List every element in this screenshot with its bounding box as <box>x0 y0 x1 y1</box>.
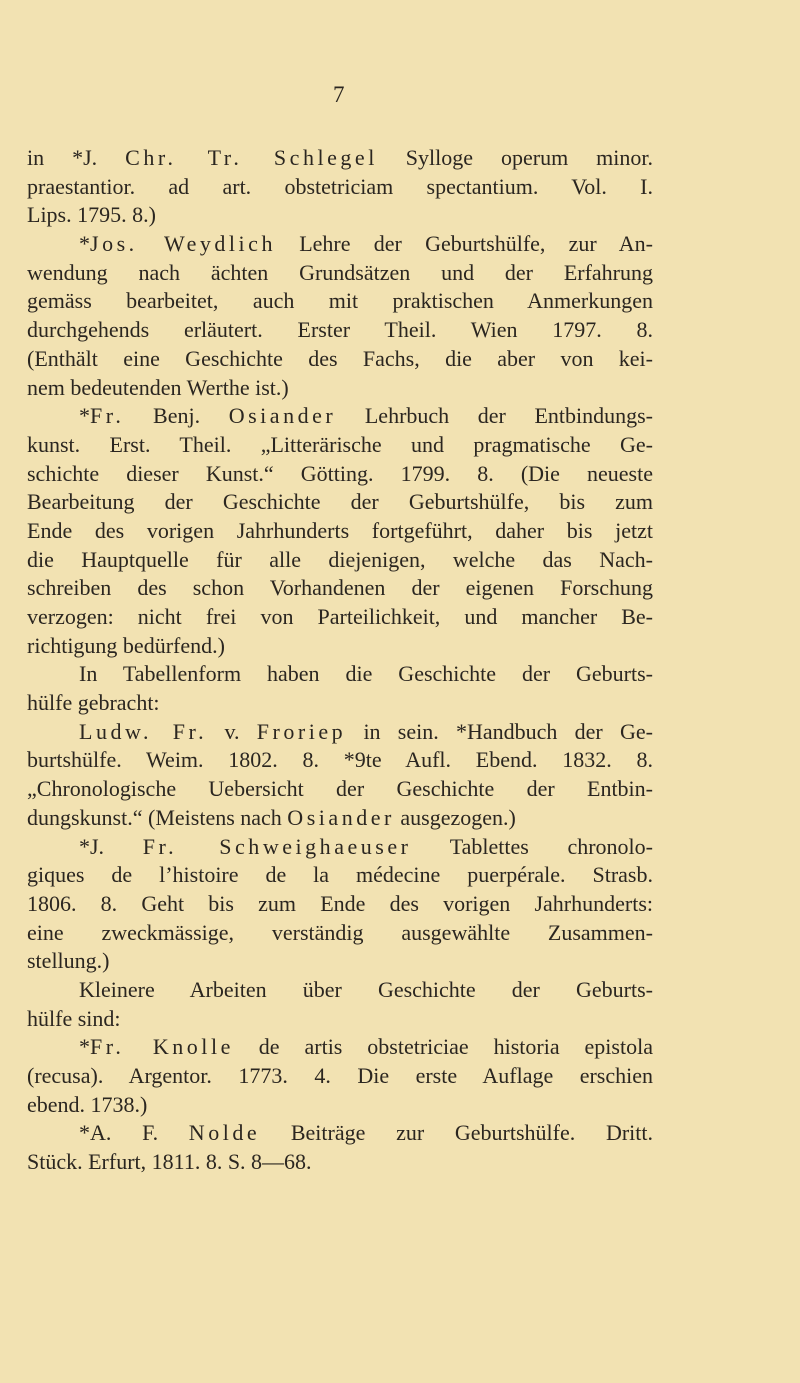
text-segment: hülfe gebracht: <box>27 690 160 716</box>
text-line <box>27 259 653 288</box>
text-line <box>27 947 653 976</box>
text-segment: durchgehends erläutert. Erster Theil. Wien 1797. 8. <box>27 317 653 343</box>
text-segment: in sein. *Handbuch der Ge- <box>346 718 653 744</box>
text-segment: giques de l’histoire de la médecine puerpérale. Strasb. <box>27 862 653 888</box>
text-segment: *A. F. <box>79 1120 189 1146</box>
text-segment: verzogen: nicht frei von Parteilichkeit, und mancher Be- <box>27 604 653 629</box>
text-line <box>27 775 653 804</box>
text-line <box>27 1091 653 1120</box>
text-line <box>27 976 653 1005</box>
spaced-name: Fr. <box>90 403 125 429</box>
text-segment: stellung.) <box>27 948 110 974</box>
text-segment: „Chronologische Uebersicht der Geschichte der Entbin- <box>27 776 653 802</box>
text-line <box>27 345 653 374</box>
text-line <box>27 460 653 489</box>
text-segment: schreiben des schon Vorhandenen der eigenen Forschung <box>27 575 653 601</box>
text-line <box>27 316 653 345</box>
text-line <box>27 431 653 460</box>
text-segment: dungskunst.“ (Meistens nach <box>27 804 288 830</box>
spaced-name: Fr. Knolle <box>90 1034 234 1060</box>
text-segment: die Hauptquelle für alle diejenigen, welche das Nach- <box>27 546 653 572</box>
text-line <box>27 1148 653 1177</box>
text-segment: 1806. 8. Geht bis zum Ende des vorigen Jahrhunderts: <box>27 890 653 916</box>
text-segment: In Tabellenform haben die Geschichte der Geburts- <box>79 661 653 687</box>
page-number: 7 <box>333 82 345 107</box>
text-line <box>27 861 653 890</box>
spaced-name: Froriep <box>256 718 347 744</box>
spaced-name: Jos. Weydlich <box>90 231 276 257</box>
text-line <box>27 230 653 259</box>
text-segment: ausgezogen.) <box>394 804 516 830</box>
spaced-name: Ludw. Fr. <box>79 718 208 744</box>
text-line <box>27 287 653 316</box>
text-segment: gemäss bearbeitet, auch mit praktischen Anmerkungen <box>27 288 653 314</box>
text-line <box>27 402 653 431</box>
text-line <box>27 201 653 230</box>
text-segment: Ende des vorigen Jahrhunderts fortgeführt, daher bis jetzt <box>27 517 653 543</box>
text-segment: Beiträge zur Geburtshülfe. Dritt. <box>260 1120 653 1146</box>
text-line <box>27 488 653 517</box>
text-segment: hülfe sind: <box>27 1005 121 1031</box>
text-segment: in *J. <box>27 145 126 170</box>
text-segment: richtigung bedürfend.) <box>27 632 225 658</box>
text-line <box>27 804 653 833</box>
text-line <box>27 603 653 632</box>
text-segment: v. <box>207 718 257 744</box>
text-segment: Benj. <box>124 403 229 429</box>
text-segment: schichte dieser Kunst.“ Götting. 1799. 8. (Die neueste <box>27 460 653 486</box>
text-line <box>27 833 653 862</box>
text-line <box>27 144 653 173</box>
spaced-name: Osiander <box>228 403 337 429</box>
text-segment: praestantior. ad art. obstetriciam spectantium. Vol. I. <box>27 173 653 199</box>
text-segment: *J. <box>79 833 143 859</box>
text-segment: Stück. Erfurt, 1811. 8. S. 8—68. <box>27 1149 312 1175</box>
text-segment: (Enthält eine Geschichte des Fachs, die aber von kei- <box>27 345 653 371</box>
text-segment: Bearbeitung der Geschichte der Geburtshülfe, bis zum <box>27 489 653 515</box>
text-segment: * <box>79 231 90 257</box>
text-line <box>27 1033 653 1062</box>
spaced-name: Chr. Tr. Schlegel <box>125 145 378 170</box>
text-line <box>27 632 653 661</box>
text-line <box>27 517 653 546</box>
text-line <box>27 1119 653 1148</box>
text-segment: Sylloge operum minor. <box>377 145 653 170</box>
text-line <box>27 919 653 948</box>
text-line <box>27 574 653 603</box>
spaced-name: Osiander <box>287 804 395 830</box>
body-text <box>27 144 653 1177</box>
text-line <box>27 173 653 202</box>
text-line <box>27 546 653 575</box>
text-segment: de artis obstetriciae historia epistola <box>233 1034 653 1060</box>
text-segment: burtshülfe. Weim. 1802. 8. *9te Aufl. Ebend. 1832. 8. <box>27 747 653 773</box>
text-segment: kunst. Erst. Theil. „Litterärische und pragmatische Ge- <box>27 431 653 457</box>
text-line <box>27 746 653 775</box>
text-line <box>27 1062 653 1091</box>
text-segment: Lehre der Geburtshülfe, zur An- <box>275 231 653 257</box>
text-segment: ebend. 1738.) <box>27 1091 148 1117</box>
text-segment: Lips. 1795. 8.) <box>27 202 156 228</box>
text-line <box>27 374 653 403</box>
text-segment: nem bedeutenden Werthe ist.) <box>27 374 289 400</box>
spaced-name: Nolde <box>188 1120 261 1146</box>
text-segment: wendung nach ächten Grundsätzen und der Erfahrung <box>27 259 653 285</box>
text-segment: Tablettes chronolo- <box>411 833 653 859</box>
text-segment: Lehrbuch der Entbindungs- <box>336 403 653 429</box>
text-segment: Kleinere Arbeiten über Geschichte der Geburts- <box>79 976 653 1002</box>
text-line <box>27 689 653 718</box>
text-segment: * <box>79 1034 90 1060</box>
text-line <box>27 718 653 747</box>
spaced-name: Fr. Schweighaeuser <box>142 833 412 859</box>
text-line <box>27 1005 653 1034</box>
text-segment: (recusa). Argentor. 1773. 4. Die erste Auflage erschien <box>27 1063 653 1088</box>
text-line <box>27 890 653 919</box>
text-segment: * <box>79 403 90 429</box>
text-segment: eine zweckmässige, verständig ausgewählte Zusammen- <box>27 919 653 945</box>
text-line <box>27 660 653 689</box>
